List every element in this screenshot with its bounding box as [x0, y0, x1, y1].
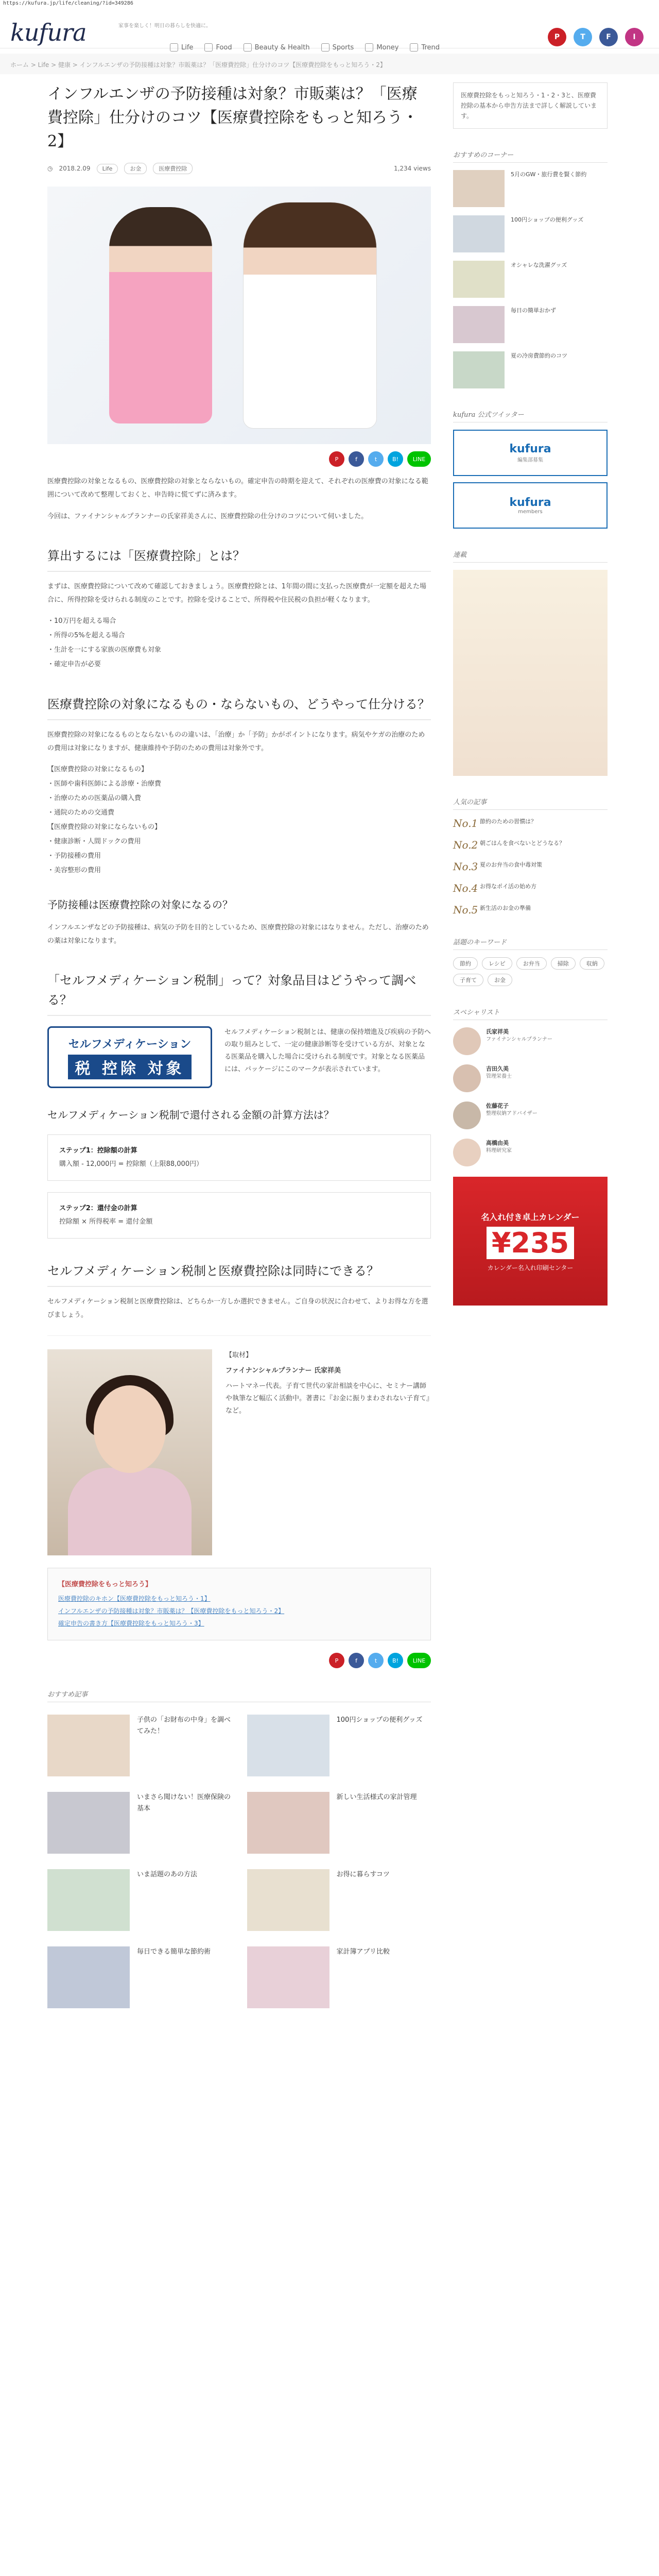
- site-header: [0, 7, 659, 52]
- instagram-icon[interactable]: I: [625, 28, 644, 46]
- share-pinterest-icon[interactable]: P: [329, 451, 344, 467]
- pinterest-icon[interactable]: P: [548, 28, 566, 46]
- pop-item[interactable]: オシャレな洗濯グッズ: [453, 261, 608, 298]
- pop-item[interactable]: 5月のGW・旅行費を賢く節約: [453, 170, 608, 207]
- sidebar-info-box: 医療費控除をもっと知ろう・1・2・3と、医療費控除の基本から申告方法まで詳しく解説しています。: [453, 82, 608, 129]
- rank-item[interactable]: No.1 節約のための習慣は？: [453, 817, 536, 829]
- keyword-tags: [453, 957, 608, 986]
- share-line-icon[interactable]: LINE: [407, 1653, 431, 1668]
- nav-sports[interactable]: Sports: [321, 43, 354, 52]
- patient-figure: [243, 202, 377, 429]
- trend-icon: [410, 43, 418, 52]
- keyword-tag[interactable]: 掃除: [551, 957, 576, 970]
- article-title: インフルエンザの予防接種は対象？市販薬は？「医療費控除」仕分けのコツ【医療費控除をもっと知ろう・2】: [47, 85, 418, 150]
- tag-life[interactable]: Life: [97, 164, 118, 174]
- series-link-1[interactable]: 医療費控除のキホン【医療費控除をもっと知ろう・1】: [58, 1595, 211, 1602]
- serial-banner[interactable]: [453, 570, 608, 776]
- list-item: ・医師や歯科医師による診療・治療費: [47, 780, 162, 788]
- sidebar-tags-title: 話題のキーワード: [453, 937, 608, 950]
- share-buttons-bottom: [47, 1653, 431, 1668]
- share-hatena-icon[interactable]: B!: [388, 1653, 403, 1668]
- sports-icon: [321, 43, 330, 52]
- list-item: ・通院のための交通費: [47, 809, 115, 817]
- list-item: ・治療のための医薬品の購入費: [47, 794, 142, 802]
- rank-item[interactable]: No.5 新生活のお金の準備: [453, 904, 531, 916]
- section-3-text: インフルエンザなどの予防接種は、病気の予防を目的としているため、医療費控除の対象にはなりません。ただし、治療のための薬は対象になります。: [47, 924, 429, 945]
- main-nav: [170, 43, 440, 52]
- money-icon: [365, 43, 373, 52]
- share-twitter-icon[interactable]: t: [368, 1653, 384, 1668]
- nurse-figure: [109, 207, 212, 423]
- specialist[interactable]: 吉田久美 管理栄養士: [453, 1064, 608, 1092]
- keyword-tag[interactable]: お弁当: [516, 957, 547, 970]
- rec-item[interactable]: 家計簿アプリ比較: [247, 1946, 431, 2008]
- author-photo: [47, 1349, 212, 1555]
- series-links-title: 【医療費控除をもっと知ろう】: [58, 1581, 152, 1588]
- site-tagline: 家事を楽しく！明日の暮らしを快適に。: [118, 23, 211, 29]
- author-name: ファイナンシャルプランナー 氏家祥美: [226, 1367, 341, 1375]
- share-twitter-icon[interactable]: t: [368, 451, 384, 467]
- series-link-2[interactable]: インフルエンザの予防接種は対象？市販薬は？【医療費控除をもっと知ろう・2】: [58, 1607, 285, 1615]
- article-meta: [47, 163, 431, 174]
- list-item: ・所得の5%を超える場合: [47, 632, 125, 639]
- rec-item[interactable]: いま話題のあの方法: [47, 1869, 232, 1931]
- keyword-tag[interactable]: レシピ: [482, 957, 512, 970]
- sidebar-cat-title: kufura 公式ツイッター: [453, 409, 608, 422]
- nav-money[interactable]: Money: [365, 43, 398, 52]
- self-medication-logo: セルフメディケーション 税 控除 対象: [47, 1026, 212, 1088]
- sidebar: [453, 82, 608, 1306]
- specialist[interactable]: 高橋由美 料理研究家: [453, 1139, 608, 1166]
- keyword-tag[interactable]: 節約: [453, 957, 478, 970]
- list-item: 【医療費控除の対象にならないもの】: [47, 823, 162, 831]
- share-buttons: [47, 451, 431, 467]
- self-medication-block: [47, 1026, 431, 1088]
- section-heading-2: 医療費控除の対象になるもの・ならないもの、どうやって仕分ける？: [47, 694, 431, 720]
- rank-item[interactable]: No.3 夏のお弁当の食中毒対策: [453, 860, 542, 873]
- article-date: 2018.2.09: [59, 165, 91, 172]
- specialist[interactable]: 氏家祥美 ファイナンシャルプランナー: [453, 1027, 608, 1055]
- section-2-list: [47, 762, 431, 878]
- author-profile: [47, 1335, 431, 1555]
- share-hatena-icon[interactable]: B!: [388, 451, 403, 467]
- list-item: ・10万円を超える場合: [47, 617, 116, 625]
- banner-editorial[interactable]: kufura 編集部募集: [453, 430, 608, 476]
- pop-item[interactable]: 100円ショップの便利グッズ: [453, 215, 608, 252]
- keyword-tag[interactable]: 収納: [580, 957, 604, 970]
- pop-item[interactable]: 毎日の簡単おかず: [453, 306, 608, 343]
- twitter-icon[interactable]: T: [574, 28, 592, 46]
- section-heading-3: 予防接種は医療費控除の対象になるの？: [47, 899, 233, 911]
- life-icon: [170, 43, 178, 52]
- intro-paragraph-2: 今回は、ファイナンシャルプランナーの氏家祥美さんに、医療費控除の仕分けのコツについて伺いました。: [47, 513, 368, 520]
- sidebar-rank-title: 人気の記事: [453, 796, 608, 810]
- share-facebook-icon[interactable]: f: [349, 451, 364, 467]
- banner-members[interactable]: kufura members: [453, 482, 608, 529]
- rec-item[interactable]: 100円ショップの便利グッズ: [247, 1715, 431, 1776]
- series-link-3[interactable]: 確定申告の書き方【医療費控除をもっと知ろう・3】: [58, 1620, 204, 1627]
- url-bar[interactable]: https://kufura.jp/life/cleaning/?id=349286: [0, 0, 659, 7]
- header-social: [548, 28, 644, 46]
- intro-paragraph-1: 医療費控除の対象となるもの、医療費控除の対象とならないもの。確定申告の時期を迎えて、それぞれの医療費の対象になる範囲について改めて整理しておくと、申告時に慌てずに済みます。: [47, 478, 428, 499]
- section-1-list: [47, 614, 431, 672]
- sidebar-pop-title: おすすめのコーナー: [453, 149, 608, 163]
- section-heading-1: 算出するには「医療費控除」とは？: [47, 546, 431, 572]
- recommended-grid: [47, 1715, 431, 2008]
- rec-item[interactable]: 新しい生活様式の家計管理: [247, 1792, 431, 1854]
- section-heading-5: セルフメディケーション税制で還付される金額の計算方法は？: [47, 1109, 334, 1121]
- hero-image: [47, 187, 431, 444]
- list-item: ・美容整形の費用: [47, 867, 101, 874]
- author-info: 【取材】 ファイナンシャルプランナー 氏家祥美 ハートマネー代表。子育て世代の家計相談を中心に、セミナー講師や執筆など幅広く活動中。著書に『お金に振りまわされない子育て』など。: [226, 1349, 431, 1555]
- rank-item[interactable]: No.4 お得なポイ活の始め方: [453, 882, 536, 894]
- author-bio: ハートマネー代表。子育て世代の家計相談を中心に、セミナー講師や執筆など幅広く活動中。著書に『お金に振りまわされない子育て』など。: [226, 1382, 430, 1415]
- share-line-icon[interactable]: LINE: [407, 451, 431, 467]
- tag-money[interactable]: お金: [124, 163, 147, 174]
- nav-beauty[interactable]: Beauty & Health: [244, 43, 310, 52]
- section-heading-4: 「セルフメディケーション税制」って？対象品目はどうやって調べる？: [47, 971, 431, 1016]
- self-medication-text: セルフメディケーション税制とは、健康の保持増進及び疾病の予防への取り組みとして、一定の健康診断等を受けている方が、対象となる医薬品を購入した場合に受けられる制度です。対象となる医薬品には、パッケージにこのマークが表示されています。: [224, 1028, 431, 1073]
- tag-medical[interactable]: 医療費控除: [153, 163, 193, 174]
- nav-food[interactable]: Food: [204, 43, 232, 52]
- sidebar-pr-title: 連載: [453, 549, 608, 563]
- breadcrumb[interactable]: ホーム > Life > 健康 > インフルエンザの予防接種は対象？市販薬は？「医療費控除」仕分けのコツ【医療費控除をもっと知ろう・2】: [0, 54, 659, 74]
- site-logo[interactable]: kufura: [10, 19, 86, 46]
- rec-item[interactable]: いまさら聞けない！医療保険の基本: [47, 1792, 232, 1854]
- share-facebook-icon[interactable]: f: [349, 1653, 364, 1668]
- share-pinterest-icon[interactable]: P: [329, 1653, 344, 1668]
- pop-item[interactable]: 夏の冷房費節約のコツ: [453, 351, 608, 388]
- facebook-icon[interactable]: F: [599, 28, 618, 46]
- beauty-icon: [244, 43, 252, 52]
- recommended-title: おすすめ記事: [47, 1689, 431, 1702]
- section-heading-6: セルフメディケーション税制と医療費控除は同時にできる？: [47, 1261, 431, 1287]
- calc-step-2: ステップ2：還付金の計算 控除額 × 所得税率 = 還付金額: [47, 1192, 431, 1239]
- rank-item[interactable]: No.2 朝ごはんを食べないとどうなる？: [453, 839, 565, 851]
- calc-step-1: ステップ1：控除額の計算 購入額 - 12,000円 = 控除額（上限88,000円）: [47, 1134, 431, 1181]
- list-item: ・予防接種の費用: [47, 852, 101, 860]
- clock-icon: ◷: [47, 165, 53, 172]
- section-6-text: セルフメディケーション税制と医療費控除は、どちらか一方しか選択できません。ご自身の状況に合わせて、よりお得な方を選びましょう。: [47, 1298, 428, 1319]
- rec-item[interactable]: お得に暮らすコツ: [247, 1869, 431, 1931]
- rec-item[interactable]: 毎日できる簡単な節約術: [47, 1946, 232, 2008]
- list-item: ・健康診断・人間ドックの費用: [47, 838, 141, 845]
- list-item: ・生計を一にする家族の医療費も対象: [47, 646, 162, 654]
- nav-trend[interactable]: Trend: [410, 43, 440, 52]
- rec-item[interactable]: 子供の「お財布の中身」を調べてみた！: [47, 1715, 232, 1776]
- section-1-text: まずは、医療費控除について改めて確認しておきましょう。医療費控除とは、1年間の間に支払った医療費が一定額を超えた場合に、所得控除を受けられる制度のことです。控除を受けることで、所得税や住民税の負担が軽くなります。: [47, 583, 427, 604]
- food-icon: [204, 43, 213, 52]
- view-count: 1,234 views: [393, 165, 431, 172]
- list-item: 【医療費控除の対象になるもの】: [47, 766, 148, 773]
- nav-life[interactable]: Life: [170, 43, 193, 52]
- list-item: ・確定申告が必要: [47, 660, 101, 668]
- sidebar-spec-title: スペシャリスト: [453, 1007, 608, 1020]
- specialist[interactable]: 佐藤花子 整理収納アドバイザー: [453, 1101, 608, 1129]
- keyword-tag[interactable]: お金: [488, 974, 512, 986]
- ad-banner[interactable]: 名入れ付き卓上カレンダー ¥235 カレンダー名入れ印刷センター: [453, 1177, 608, 1306]
- series-links: [47, 1568, 431, 1640]
- article-main: [47, 82, 431, 2008]
- keyword-tag[interactable]: 子育て: [453, 974, 483, 986]
- section-2-text: 医療費控除の対象になるものとならないものの違いは、「治療」か「予防」かがポイントになります。病気やケガの治療のための費用は対象になりますが、健康維持や予防のための費用は対象外です。: [47, 731, 425, 752]
